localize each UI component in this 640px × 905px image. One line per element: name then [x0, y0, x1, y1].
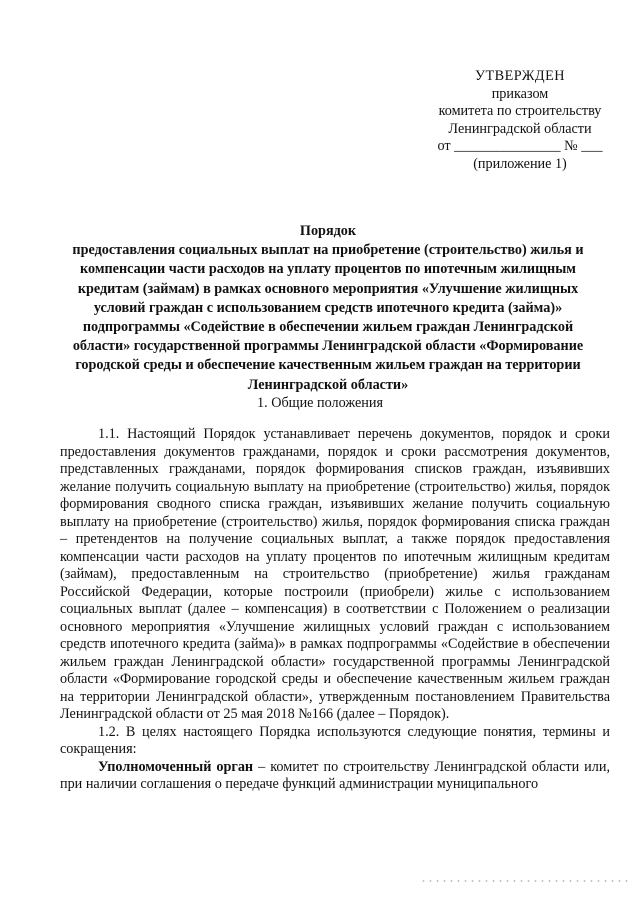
approval-date-number: от _______________ № ___ — [437, 138, 603, 155]
approval-appendix: (приложение 1) — [473, 155, 567, 172]
defined-term: Уполномоченный орган — [98, 758, 254, 775]
document-body — [60, 426, 610, 794]
title-line: подпрограммы «Содействие в обеспечении жильем граждан Ленинградской — [82, 319, 574, 336]
title-line: условий граждан с использованием средств ипотечного кредита (займа)» — [93, 299, 563, 316]
approval-order: приказом — [491, 85, 549, 102]
title-line: предоставления социальных выплат на приобретение (строительство) жилья и — [72, 242, 584, 259]
approval-region: Ленинградской области — [448, 120, 592, 137]
title-line: кредитам (займам) в рамках основного мероприятия «Улучшение жилищных — [77, 280, 579, 297]
paragraph-definition — [60, 759, 610, 794]
title-line: компенсации части расходов на уплату процентов по ипотечным жилищным — [80, 261, 576, 278]
document-title — [52, 222, 604, 395]
title-line: городской среды и обеспечение качественным жильем граждан на территории — [75, 357, 581, 374]
title-line: Ленинградской области» — [247, 376, 409, 393]
scan-artifact — [420, 880, 630, 882]
approval-committee: комитета по строительству — [438, 103, 602, 120]
paragraph-1-2: 1.2. В целях настоящего Порядка используются следующие понятия, термины и сокращения: — [60, 723, 610, 757]
paragraph-1-1: 1.1. Настоящий Порядок устанавливает перечень документов, порядок и сроки предоставления документов гражданами, порядок и сроки рассмотрения документов, представленных гражданами, порядок формирования списков граждан, изъявивших желание получить социальную выплату на приобретение (строительство) жилья, порядок формирования сводного списка граждан, изъявивших желание получить социальную выплату на приобретение (строительство) жилья, порядок формирования списка граждан – претендентов на получение социальных выплат, а также порядок предоставления компенсации части расходов на уплату процентов по ипотечным жилищным кредитам (займам), предоставленным на строительство (приобретение) жилья гражданам Российской Федерации, которые построили (приобрели) жилье с использованием социальных выплат (далее – компенсация) в соответствии с Положением о реализации основного мероприятия «Улучшение жилищных условий граждан с использованием средств ипотечного кредита (займа)» в рамках подпрограммы «Содействие в обеспечении жильем граждан Ленинградской области» государственной программы Ленинградской области «Формирование городской среды и обеспечение качественным жильем граждан на территории Ленинградской области», утвержденным постановлением Правительства Ленинградской области от 25 мая 2018 №166 (далее – Порядок). — [60, 426, 610, 722]
approval-title: УТВЕРЖДЕН — [474, 68, 566, 84]
definition-text: – комитет по строительству Ленинградской области или, при наличии соглашения о передаче функций администрации муниципального — [60, 758, 610, 792]
title-heading: Порядок — [299, 223, 357, 239]
title-line: области» государственной программы Ленинградской области «Формирование — [72, 338, 584, 355]
section-heading: 1. Общие положения — [257, 395, 383, 411]
approval-stamp — [420, 68, 620, 174]
